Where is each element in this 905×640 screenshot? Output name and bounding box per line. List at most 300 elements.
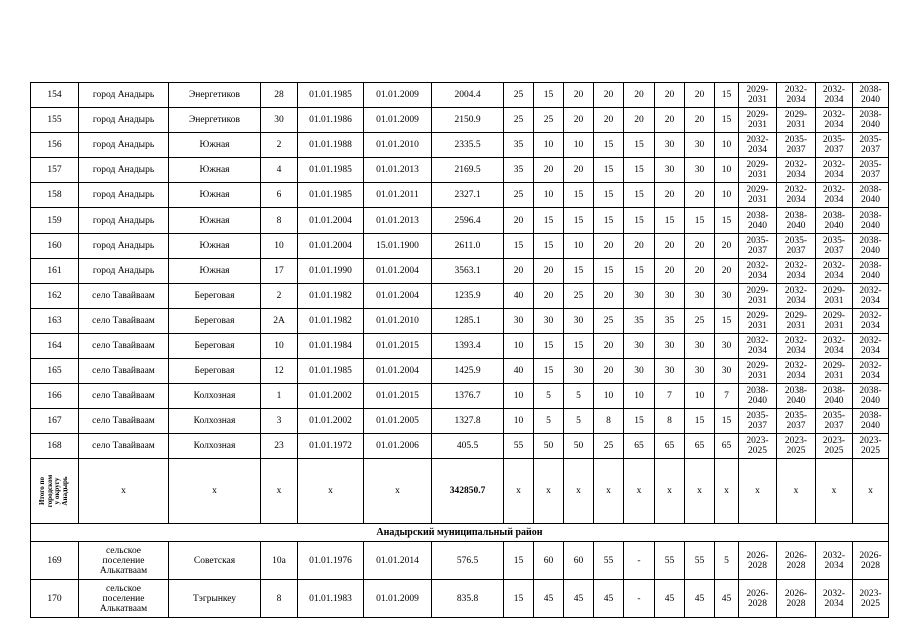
wear-percent-cell: 45 bbox=[564, 580, 594, 618]
wear-percent-cell: 30 bbox=[564, 359, 594, 384]
wear-percent-cell: 10 bbox=[504, 409, 534, 434]
table-row bbox=[31, 308, 889, 333]
wear-percent-cell: 25 bbox=[504, 183, 534, 208]
wear-percent-cell: 55 bbox=[504, 434, 534, 459]
total-label-cell bbox=[31, 459, 79, 524]
settlement-cell: город Анадырь bbox=[79, 133, 169, 158]
table-body bbox=[31, 83, 889, 618]
wear-percent-cell: 20 bbox=[594, 283, 624, 308]
house-number-cell: 23 bbox=[261, 434, 298, 459]
repair-period-cell: 2032- 2034 bbox=[739, 333, 777, 358]
table-row bbox=[31, 409, 889, 434]
wear-percent-cell: 30 bbox=[685, 133, 715, 158]
repair-period-cell: 2026- 2028 bbox=[777, 542, 816, 580]
wear-percent-cell: 20 bbox=[564, 158, 594, 183]
repair-period-cell: 2035- 2037 bbox=[739, 409, 777, 434]
wear-percent-cell: 15 bbox=[594, 183, 624, 208]
commission-date-cell: 01.01.1976 bbox=[298, 542, 364, 580]
wear-percent-cell: 10 bbox=[564, 233, 594, 258]
survey-date-cell: 01.01.2013 bbox=[364, 158, 432, 183]
street-cell: Береговая bbox=[169, 283, 261, 308]
wear-percent-cell: 30 bbox=[564, 308, 594, 333]
area-cell: 835.8 bbox=[432, 580, 504, 618]
wear-percent-cell: 15 bbox=[594, 158, 624, 183]
repair-period-cell: 2026- 2028 bbox=[777, 580, 816, 618]
wear-percent-cell: 10 bbox=[685, 384, 715, 409]
house-number-cell: 10а bbox=[261, 542, 298, 580]
street-cell: Береговая bbox=[169, 359, 261, 384]
street-cell: Колхозная bbox=[169, 434, 261, 459]
wear-percent-cell: 10 bbox=[564, 133, 594, 158]
repair-period-cell: 2038- 2040 bbox=[853, 409, 889, 434]
wear-percent-cell: 20 bbox=[685, 183, 715, 208]
total-x-cell: x bbox=[739, 459, 777, 524]
repair-period-cell: 2035- 2037 bbox=[777, 409, 816, 434]
house-number-cell: 6 bbox=[261, 183, 298, 208]
wear-percent-cell: 30 bbox=[655, 283, 685, 308]
wear-percent-cell: 30 bbox=[685, 283, 715, 308]
wear-percent-cell: 45 bbox=[715, 580, 739, 618]
wear-percent-cell: 30 bbox=[655, 359, 685, 384]
row-number-cell: 163 bbox=[31, 308, 79, 333]
wear-percent-cell: 20 bbox=[504, 208, 534, 233]
table-row bbox=[31, 233, 889, 258]
repair-period-cell: 2023- 2025 bbox=[853, 434, 889, 459]
repair-period-cell: 2038- 2040 bbox=[739, 384, 777, 409]
wear-percent-cell: 15 bbox=[624, 208, 655, 233]
total-x-cell: x bbox=[504, 459, 534, 524]
wear-percent-cell: 7 bbox=[655, 384, 685, 409]
wear-percent-cell: 15 bbox=[564, 258, 594, 283]
total-area-cell: 342850.7 bbox=[432, 459, 504, 524]
repair-period-cell: 2038- 2040 bbox=[853, 83, 889, 108]
repair-period-cell: 2029- 2031 bbox=[739, 359, 777, 384]
area-cell: 2335.5 bbox=[432, 133, 504, 158]
wear-percent-cell: 45 bbox=[534, 580, 564, 618]
repair-period-cell: 2038- 2040 bbox=[853, 258, 889, 283]
row-number-cell: 170 bbox=[31, 580, 79, 618]
street-cell: Южная bbox=[169, 133, 261, 158]
wear-percent-cell: 15 bbox=[624, 409, 655, 434]
wear-percent-cell: 30 bbox=[534, 308, 564, 333]
total-x-cell: x bbox=[715, 459, 739, 524]
wear-percent-cell: 25 bbox=[594, 308, 624, 333]
wear-percent-cell: 20 bbox=[655, 183, 685, 208]
wear-percent-cell: 30 bbox=[685, 359, 715, 384]
wear-percent-cell: 15 bbox=[594, 133, 624, 158]
street-cell: Южная bbox=[169, 183, 261, 208]
total-x-cell: x bbox=[853, 459, 889, 524]
wear-percent-cell: 15 bbox=[534, 359, 564, 384]
wear-percent-cell: 15 bbox=[715, 308, 739, 333]
area-cell: 1235.9 bbox=[432, 283, 504, 308]
house-number-cell: 10 bbox=[261, 333, 298, 358]
wear-percent-cell: 30 bbox=[685, 333, 715, 358]
wear-percent-cell: 10 bbox=[534, 133, 564, 158]
repair-period-cell: 2029- 2031 bbox=[816, 283, 853, 308]
wear-percent-cell: 8 bbox=[594, 409, 624, 434]
repair-period-cell: 2032- 2034 bbox=[816, 83, 853, 108]
street-cell: Энергетиков bbox=[169, 108, 261, 133]
wear-percent-cell: 15 bbox=[715, 108, 739, 133]
settlement-cell: город Анадырь bbox=[79, 233, 169, 258]
settlement-cell: город Анадырь bbox=[79, 208, 169, 233]
commission-date-cell: 01.01.1984 bbox=[298, 333, 364, 358]
repair-period-cell: 2032- 2034 bbox=[777, 283, 816, 308]
wear-percent-cell: 15 bbox=[564, 333, 594, 358]
table-row bbox=[31, 359, 889, 384]
wear-percent-cell: 20 bbox=[594, 359, 624, 384]
repair-period-cell: 2038- 2040 bbox=[816, 384, 853, 409]
survey-date-cell: 01.01.2009 bbox=[364, 580, 432, 618]
total-x-cell: x bbox=[261, 459, 298, 524]
wear-percent-cell: - bbox=[624, 542, 655, 580]
wear-percent-cell: 20 bbox=[624, 108, 655, 133]
wear-percent-cell: 20 bbox=[594, 83, 624, 108]
wear-percent-cell: 20 bbox=[655, 233, 685, 258]
wear-percent-cell: 20 bbox=[624, 233, 655, 258]
wear-percent-cell: 50 bbox=[564, 434, 594, 459]
row-number-cell: 156 bbox=[31, 133, 79, 158]
repair-period-cell: 2032- 2034 bbox=[853, 333, 889, 358]
wear-percent-cell: 15 bbox=[564, 208, 594, 233]
survey-date-cell: 01.01.2004 bbox=[364, 283, 432, 308]
repair-period-cell: 2023- 2025 bbox=[853, 580, 889, 618]
commission-date-cell: 01.01.1983 bbox=[298, 580, 364, 618]
wear-percent-cell: 10 bbox=[624, 384, 655, 409]
wear-percent-cell: 30 bbox=[655, 333, 685, 358]
repair-period-cell: 2038- 2040 bbox=[853, 233, 889, 258]
repair-period-cell: 2032- 2034 bbox=[739, 258, 777, 283]
area-cell: 3563.1 bbox=[432, 258, 504, 283]
house-number-cell: 2 bbox=[261, 283, 298, 308]
repair-period-cell: 2026- 2028 bbox=[739, 542, 777, 580]
table-row bbox=[31, 542, 889, 580]
commission-date-cell: 01.01.2002 bbox=[298, 409, 364, 434]
repair-period-cell: 2029- 2031 bbox=[739, 108, 777, 133]
repair-period-cell: 2038- 2040 bbox=[777, 384, 816, 409]
table-row bbox=[31, 283, 889, 308]
house-number-cell: 8 bbox=[261, 208, 298, 233]
repair-period-cell: 2032- 2034 bbox=[853, 308, 889, 333]
settlement-cell: сельское поселение Алькатваам bbox=[79, 580, 169, 618]
area-cell: 2596.4 bbox=[432, 208, 504, 233]
repair-period-cell: 2029- 2031 bbox=[777, 308, 816, 333]
street-cell: Тэгрынкеу bbox=[169, 580, 261, 618]
wear-percent-cell: 5 bbox=[534, 384, 564, 409]
wear-percent-cell: 10 bbox=[715, 133, 739, 158]
wear-percent-cell: 65 bbox=[655, 434, 685, 459]
wear-percent-cell: 20 bbox=[655, 258, 685, 283]
wear-percent-cell: 15 bbox=[504, 542, 534, 580]
settlement-cell: село Тавайваам bbox=[79, 283, 169, 308]
wear-percent-cell: 30 bbox=[655, 133, 685, 158]
commission-date-cell: 01.01.1982 bbox=[298, 283, 364, 308]
total-x-cell: x bbox=[624, 459, 655, 524]
house-number-cell: 1 bbox=[261, 384, 298, 409]
repair-period-cell: 2032- 2034 bbox=[777, 359, 816, 384]
wear-percent-cell: 15 bbox=[624, 133, 655, 158]
total-x-cell: x bbox=[777, 459, 816, 524]
street-cell: Колхозная bbox=[169, 384, 261, 409]
wear-percent-cell: 20 bbox=[564, 108, 594, 133]
repair-period-cell: 2032- 2034 bbox=[853, 283, 889, 308]
commission-date-cell: 01.01.2004 bbox=[298, 233, 364, 258]
repair-period-cell: 2032- 2034 bbox=[777, 258, 816, 283]
wear-percent-cell: 55 bbox=[594, 542, 624, 580]
wear-percent-cell: 25 bbox=[685, 308, 715, 333]
settlement-cell: село Тавайваам bbox=[79, 434, 169, 459]
wear-percent-cell: 5 bbox=[534, 409, 564, 434]
wear-percent-cell: 45 bbox=[685, 580, 715, 618]
wear-percent-cell: 30 bbox=[655, 158, 685, 183]
wear-percent-cell: 20 bbox=[685, 108, 715, 133]
wear-percent-cell: 40 bbox=[504, 283, 534, 308]
wear-percent-cell: 15 bbox=[624, 183, 655, 208]
row-number-cell: 154 bbox=[31, 83, 79, 108]
settlement-cell: село Тавайваам bbox=[79, 384, 169, 409]
repair-period-cell: 2035- 2037 bbox=[853, 133, 889, 158]
wear-percent-cell: 25 bbox=[504, 108, 534, 133]
wear-percent-cell: 20 bbox=[655, 83, 685, 108]
wear-percent-cell: - bbox=[624, 580, 655, 618]
wear-percent-cell: 20 bbox=[504, 258, 534, 283]
wear-percent-cell: 65 bbox=[624, 434, 655, 459]
survey-date-cell: 01.01.2006 bbox=[364, 434, 432, 459]
repair-period-cell: 2032- 2034 bbox=[853, 359, 889, 384]
table-row bbox=[31, 133, 889, 158]
total-x-cell: x bbox=[298, 459, 364, 524]
settlement-cell: город Анадырь bbox=[79, 258, 169, 283]
repair-period-cell: 2038- 2040 bbox=[853, 108, 889, 133]
repair-period-cell: 2029- 2031 bbox=[816, 308, 853, 333]
repair-period-cell: 2032- 2034 bbox=[777, 158, 816, 183]
survey-date-cell: 01.01.2015 bbox=[364, 384, 432, 409]
wear-percent-cell: 35 bbox=[624, 308, 655, 333]
repair-period-cell: 2038- 2040 bbox=[739, 208, 777, 233]
settlement-cell: село Тавайваам bbox=[79, 308, 169, 333]
total-row bbox=[31, 459, 889, 524]
wear-percent-cell: 50 bbox=[534, 434, 564, 459]
survey-date-cell: 01.01.2010 bbox=[364, 133, 432, 158]
area-cell: 576.5 bbox=[432, 542, 504, 580]
table-row bbox=[31, 83, 889, 108]
area-cell: 1327.8 bbox=[432, 409, 504, 434]
wear-percent-cell: 15 bbox=[504, 580, 534, 618]
table-row bbox=[31, 108, 889, 133]
row-number-cell: 158 bbox=[31, 183, 79, 208]
wear-percent-cell: 20 bbox=[534, 258, 564, 283]
wear-percent-cell: 15 bbox=[624, 258, 655, 283]
settlement-cell: город Анадырь bbox=[79, 158, 169, 183]
wear-percent-cell: 20 bbox=[685, 258, 715, 283]
wear-percent-cell: 15 bbox=[715, 409, 739, 434]
settlement-cell: село Тавайваам bbox=[79, 359, 169, 384]
wear-percent-cell: 10 bbox=[534, 183, 564, 208]
settlement-cell: город Анадырь bbox=[79, 83, 169, 108]
street-cell: Южная bbox=[169, 208, 261, 233]
wear-percent-cell: 15 bbox=[534, 83, 564, 108]
repair-period-cell: 2035- 2037 bbox=[777, 233, 816, 258]
repair-period-cell: 2032- 2034 bbox=[777, 183, 816, 208]
wear-percent-cell: 30 bbox=[624, 359, 655, 384]
total-x-cell: x bbox=[169, 459, 261, 524]
wear-percent-cell: 35 bbox=[504, 158, 534, 183]
street-cell: Южная bbox=[169, 158, 261, 183]
house-number-cell: 10 bbox=[261, 233, 298, 258]
table-row bbox=[31, 333, 889, 358]
housing-register-table bbox=[30, 82, 889, 618]
area-cell: 1376.7 bbox=[432, 384, 504, 409]
area-cell: 2169.5 bbox=[432, 158, 504, 183]
repair-period-cell: 2032- 2034 bbox=[816, 158, 853, 183]
repair-period-cell: 2038- 2040 bbox=[853, 208, 889, 233]
repair-period-cell: 2035- 2037 bbox=[777, 133, 816, 158]
wear-percent-cell: 60 bbox=[564, 542, 594, 580]
area-cell: 1393.4 bbox=[432, 333, 504, 358]
repair-period-cell: 2035- 2037 bbox=[853, 158, 889, 183]
table-row bbox=[31, 158, 889, 183]
wear-percent-cell: 8 bbox=[655, 409, 685, 434]
wear-percent-cell: 30 bbox=[504, 308, 534, 333]
commission-date-cell: 01.01.2002 bbox=[298, 384, 364, 409]
repair-period-cell: 2032- 2034 bbox=[816, 108, 853, 133]
wear-percent-cell: 15 bbox=[534, 333, 564, 358]
settlement-cell: село Тавайваам bbox=[79, 409, 169, 434]
wear-percent-cell: 20 bbox=[715, 258, 739, 283]
repair-period-cell: 2035- 2037 bbox=[816, 133, 853, 158]
repair-period-cell: 2032- 2034 bbox=[777, 333, 816, 358]
row-number-cell: 164 bbox=[31, 333, 79, 358]
settlement-cell: сельское поселение Алькатваам bbox=[79, 542, 169, 580]
house-number-cell: 28 bbox=[261, 83, 298, 108]
repair-period-cell: 2023- 2025 bbox=[816, 434, 853, 459]
survey-date-cell: 01.01.2014 bbox=[364, 542, 432, 580]
wear-percent-cell: 15 bbox=[655, 208, 685, 233]
wear-percent-cell: 55 bbox=[685, 542, 715, 580]
commission-date-cell: 01.01.1985 bbox=[298, 183, 364, 208]
repair-period-cell: 2023- 2025 bbox=[777, 434, 816, 459]
area-cell: 2327.1 bbox=[432, 183, 504, 208]
wear-percent-cell: 30 bbox=[624, 283, 655, 308]
wear-percent-cell: 35 bbox=[504, 133, 534, 158]
house-number-cell: 3 bbox=[261, 409, 298, 434]
repair-period-cell: 2029- 2031 bbox=[777, 108, 816, 133]
wear-percent-cell: 15 bbox=[594, 208, 624, 233]
survey-date-cell: 01.01.2011 bbox=[364, 183, 432, 208]
survey-date-cell: 15.01.1900 bbox=[364, 233, 432, 258]
wear-percent-cell: 25 bbox=[534, 108, 564, 133]
total-x-cell: x bbox=[79, 459, 169, 524]
street-cell: Южная bbox=[169, 233, 261, 258]
repair-period-cell: 2026- 2028 bbox=[739, 580, 777, 618]
repair-period-cell: 2032- 2034 bbox=[816, 333, 853, 358]
wear-percent-cell: 5 bbox=[715, 542, 739, 580]
survey-date-cell: 01.01.2009 bbox=[364, 108, 432, 133]
wear-percent-cell: 10 bbox=[715, 158, 739, 183]
wear-percent-cell: 45 bbox=[594, 580, 624, 618]
area-cell: 1285.1 bbox=[432, 308, 504, 333]
wear-percent-cell: 20 bbox=[534, 283, 564, 308]
section-header-row bbox=[31, 524, 889, 542]
repair-period-cell: 2038- 2040 bbox=[777, 208, 816, 233]
wear-percent-cell: 15 bbox=[504, 233, 534, 258]
total-x-cell: x bbox=[655, 459, 685, 524]
wear-percent-cell: 10 bbox=[504, 384, 534, 409]
area-cell: 2611.0 bbox=[432, 233, 504, 258]
repair-period-cell: 2032- 2034 bbox=[816, 542, 853, 580]
wear-percent-cell: 45 bbox=[655, 580, 685, 618]
table-row bbox=[31, 208, 889, 233]
street-cell: Береговая bbox=[169, 333, 261, 358]
settlement-cell: село Тавайваам bbox=[79, 333, 169, 358]
survey-date-cell: 01.01.2010 bbox=[364, 308, 432, 333]
wear-percent-cell: 30 bbox=[685, 158, 715, 183]
house-number-cell: 17 bbox=[261, 258, 298, 283]
wear-percent-cell: 30 bbox=[715, 333, 739, 358]
street-cell: Советская bbox=[169, 542, 261, 580]
total-x-cell: x bbox=[364, 459, 432, 524]
wear-percent-cell: 15 bbox=[564, 183, 594, 208]
repair-period-cell: 2026- 2028 bbox=[853, 542, 889, 580]
wear-percent-cell: 10 bbox=[715, 183, 739, 208]
wear-percent-cell: 20 bbox=[655, 108, 685, 133]
wear-percent-cell: 30 bbox=[624, 333, 655, 358]
repair-period-cell: 2032- 2034 bbox=[816, 258, 853, 283]
repair-period-cell: 2029- 2031 bbox=[816, 359, 853, 384]
wear-percent-cell: 20 bbox=[685, 83, 715, 108]
house-number-cell: 2А bbox=[261, 308, 298, 333]
wear-percent-cell: 20 bbox=[685, 233, 715, 258]
table-row bbox=[31, 258, 889, 283]
wear-percent-cell: 30 bbox=[715, 283, 739, 308]
wear-percent-cell: 15 bbox=[594, 258, 624, 283]
row-number-cell: 162 bbox=[31, 283, 79, 308]
wear-percent-cell: 40 bbox=[504, 359, 534, 384]
repair-period-cell: 2032- 2034 bbox=[739, 133, 777, 158]
house-number-cell: 4 bbox=[261, 158, 298, 183]
wear-percent-cell: 65 bbox=[685, 434, 715, 459]
commission-date-cell: 01.01.1985 bbox=[298, 158, 364, 183]
street-cell: Энергетиков bbox=[169, 83, 261, 108]
commission-date-cell: 01.01.1985 bbox=[298, 83, 364, 108]
area-cell: 2004.4 bbox=[432, 83, 504, 108]
commission-date-cell: 01.01.1990 bbox=[298, 258, 364, 283]
repair-period-cell: 2029- 2031 bbox=[739, 283, 777, 308]
wear-percent-cell: 20 bbox=[594, 108, 624, 133]
repair-period-cell: 2035- 2037 bbox=[816, 233, 853, 258]
row-number-cell: 166 bbox=[31, 384, 79, 409]
commission-date-cell: 01.01.1972 bbox=[298, 434, 364, 459]
house-number-cell: 12 bbox=[261, 359, 298, 384]
section-title: Анадырский муниципальный район bbox=[31, 524, 889, 542]
survey-date-cell: 01.01.2015 bbox=[364, 333, 432, 358]
street-cell: Береговая bbox=[169, 308, 261, 333]
wear-percent-cell: 60 bbox=[534, 542, 564, 580]
wear-percent-cell: 10 bbox=[594, 384, 624, 409]
wear-percent-cell: 20 bbox=[564, 83, 594, 108]
total-x-cell: x bbox=[594, 459, 624, 524]
wear-percent-cell: 15 bbox=[534, 208, 564, 233]
wear-percent-cell: 30 bbox=[715, 359, 739, 384]
wear-percent-cell: 35 bbox=[655, 308, 685, 333]
row-number-cell: 167 bbox=[31, 409, 79, 434]
wear-percent-cell: 15 bbox=[685, 409, 715, 434]
wear-percent-cell: 20 bbox=[594, 233, 624, 258]
wear-percent-cell: 5 bbox=[564, 384, 594, 409]
survey-date-cell: 01.01.2013 bbox=[364, 208, 432, 233]
area-cell: 405.5 bbox=[432, 434, 504, 459]
